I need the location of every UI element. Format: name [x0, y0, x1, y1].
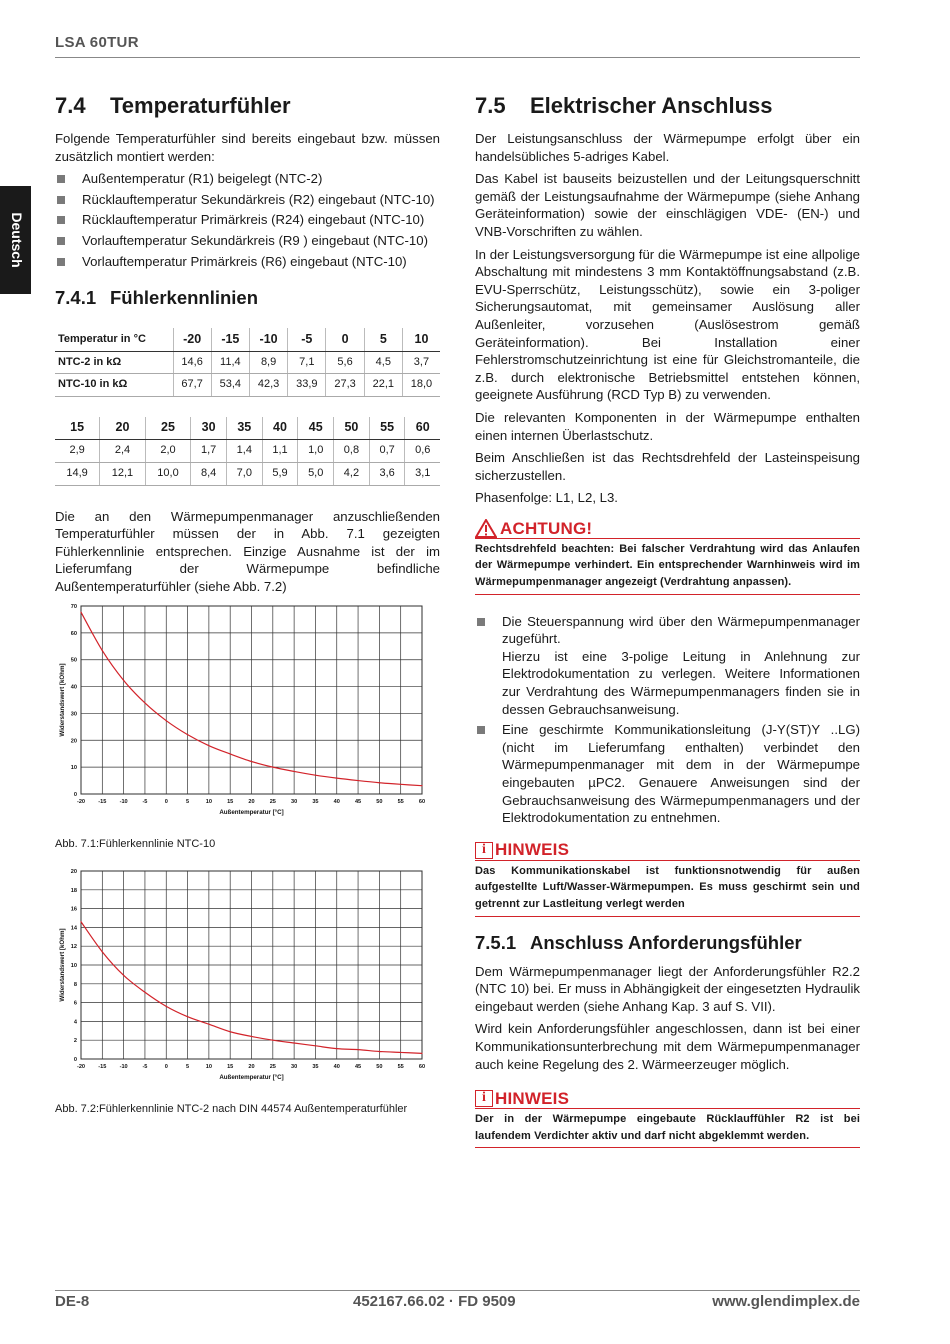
section-number: 7.4.1 — [55, 287, 97, 309]
data-point — [336, 1048, 337, 1049]
table-cell: 4,5 — [364, 351, 402, 374]
data-point — [400, 1052, 401, 1053]
y-tick-label: 70 — [70, 603, 77, 610]
table-cell: 10,0 — [145, 462, 191, 485]
hint-label: HINWEIS — [495, 840, 570, 860]
list-item: Vorlauftemperatur Primärkreis (R6) eingebaut (NTC-10) — [55, 253, 440, 271]
table-cell: 30 — [191, 417, 227, 440]
y-axis-label: Widerstandswert [kOhm] — [59, 662, 66, 737]
x-tick-label: 15 — [227, 798, 234, 805]
hint-title — [475, 1089, 860, 1109]
y-tick-label: 20 — [70, 869, 77, 876]
y-tick-label: 30 — [70, 710, 77, 717]
x-tick-label: 25 — [269, 798, 276, 805]
x-tick-label: 15 — [227, 1064, 234, 1071]
paragraph: Phasenfolge: L1, L2, L3. — [475, 490, 618, 506]
table-cell: 53,4 — [211, 374, 249, 397]
section-number: 7.4 — [55, 93, 86, 118]
warning-box — [475, 519, 860, 595]
section-title: Elektrischer Anschluss — [530, 93, 773, 118]
x-tick-label: -10 — [119, 1064, 128, 1071]
x-tick-label: 55 — [397, 798, 404, 805]
table-1-wrapper — [55, 328, 440, 397]
data-point — [230, 753, 231, 754]
list-item — [475, 613, 860, 719]
sensor-table-2 — [55, 417, 440, 486]
x-tick-label: 60 — [418, 798, 426, 805]
x-tick-label: -15 — [98, 1064, 107, 1071]
right-column — [475, 92, 860, 1160]
hint-text: Das Kommunikationskabel ist funktionsnotwendig für außen aufgestellte Luft/Wasser-Wärmepumpen. Es muss geschirmt sein und getrennt zur Lastleitung verlegt werden — [475, 861, 860, 917]
y-tick-label: 14 — [70, 925, 77, 932]
y-tick-label: 16 — [70, 906, 77, 913]
x-tick-label: -5 — [142, 798, 148, 805]
y-tick-label: 2 — [73, 1038, 77, 1045]
left-column — [55, 92, 440, 1131]
x-tick-label: 45 — [354, 798, 362, 805]
intro-paragraph: Folgende Temperaturfühler sind bereits eingebaut bzw. müssen zusätzlich montiert werden: — [55, 131, 440, 164]
list-item: Außentemperatur (R1) beigelegt (NTC-2) — [55, 170, 440, 188]
table-cell: 45 — [298, 417, 334, 440]
table-row — [55, 462, 440, 485]
table-cell: 35 — [226, 417, 262, 440]
section-title: Anschluss Anforderungsfühler — [530, 931, 802, 953]
table-cell: 14,6 — [173, 351, 211, 374]
figure-caption-7-2: Abb. 7.2:Fühlerkennlinie NTC-2 nach DIN 44574 Außentemperaturfühler — [55, 1103, 408, 1116]
data-point — [336, 777, 337, 778]
table-cell: 3,1 — [405, 462, 440, 485]
table-cell: 27,3 — [326, 374, 364, 397]
y-tick-label: 10 — [70, 963, 77, 970]
sensor-requirement-paragraph: Die an den Wärmepumpenmanager anzuschließenden Temperaturfühler müssen der in Abb. 7.1 gezeigten Fühlerkennlinie entsprechen. Einzige Ausnahme ist der im Lieferumfang der Wärmepumpe befindliche Außentemperaturfühler (siehe Abb. 7.2) — [55, 508, 440, 594]
x-tick-label: 20 — [248, 798, 255, 805]
paragraph: Dem Wärmepumpenmanager liegt der Anforderungsfühler R2.2 (NTC 10) bei. Er muss in Abhängigkeit der eingesetzten Hydraulik eingebaut werden (siehe Anhang Kap. 3 auf S. VII). — [475, 963, 860, 1014]
list-item — [475, 721, 860, 827]
x-tick-label: 10 — [205, 798, 212, 805]
table-row — [55, 440, 440, 463]
table-row — [55, 417, 440, 440]
x-tick-label: 0 — [164, 798, 168, 805]
language-tab — [0, 186, 31, 294]
page-footer — [55, 1290, 860, 1312]
x-tick-label: 45 — [354, 1064, 362, 1071]
table-cell: 14,9 — [55, 462, 100, 485]
table-cell: 2,0 — [145, 440, 191, 463]
x-tick-label: 40 — [333, 1064, 340, 1071]
table-cell: 0,6 — [405, 440, 440, 463]
x-tick-label: 50 — [376, 1064, 383, 1071]
table-cell: 7,1 — [288, 351, 326, 374]
x-tick-label: 30 — [291, 1064, 298, 1071]
x-tick-label: -20 — [76, 798, 86, 805]
section-7-5-1-heading — [475, 931, 860, 955]
table-cell: 3,6 — [369, 462, 405, 485]
hint-title — [475, 841, 860, 861]
hint-box-2 — [475, 1089, 860, 1148]
table-cell: 8,9 — [249, 351, 287, 374]
table-cell: 40 — [262, 417, 298, 440]
data-point — [315, 774, 316, 775]
x-tick-label: 40 — [333, 798, 340, 805]
paragraph: In der Leistungsversorgung für die Wärmepumpe ist eine allpolige Abschaltung mit mindestens 3 mm Kontaktöffnungsabstand (z.B. EVU-Sperrschütz, Leistungsschütz), sowie ein 3-poliger Sicherungsautomat, mit gemeinsamer Auslösung aller Außenleiter, vorzusehen (Auslösestrom gemäß Geräteinformation). Bei Installation einer Fehlerstromschutzeinrichtung ist eine für Gleichstromanteile, die z.B. durch elektronische Betriebsmittel entstehen können, geeignete Ausführung (RCD Typ B) zu verwenden. — [475, 246, 860, 403]
x-tick-label: 20 — [248, 1064, 255, 1071]
table-cell: -15 — [211, 328, 249, 351]
section-title: Temperaturfühler — [110, 93, 291, 118]
data-point — [294, 770, 295, 771]
table-cell: 50 — [334, 417, 370, 440]
table-cell: 3,7 — [402, 351, 440, 374]
list-item-extra: Hierzu ist eine 3-polige Leitung in Anlehnung zur Elektrodokumentation zu verlegen. Weitere Informationen zur Verdrahtung des Wärmepumpenmanagers finden sie in dessen Gebrauchsanweisung. — [502, 648, 860, 717]
data-point — [187, 1016, 188, 1017]
table-cell: -5 — [288, 328, 326, 351]
data-point — [80, 611, 81, 612]
chart-ntc-10 — [55, 600, 440, 828]
table-cell: 5 — [364, 328, 402, 351]
data-point — [208, 1024, 209, 1025]
y-tick-label: 20 — [70, 737, 77, 744]
table-cell: 20 — [100, 417, 146, 440]
warning-label: ACHTUNG! — [500, 518, 593, 538]
table-cell: 0 — [326, 328, 364, 351]
table-cell: 11,4 — [211, 351, 249, 374]
table-cell: NTC-10 in kΩ — [55, 374, 173, 397]
data-point — [144, 702, 145, 703]
y-tick-label: 10 — [70, 764, 77, 771]
data-point — [102, 649, 103, 650]
page-header — [55, 34, 860, 58]
table-cell: -10 — [249, 328, 287, 351]
paragraph: Wird kein Anforderungsfühler angeschlossen, dann ist bei einer Kommunikationsunterbrechung mit dem Wärmepumpenmanager auch keine Regelung des 2. Wärmeerzeuger möglich. — [475, 1021, 860, 1072]
list-item-main: Eine geschirmte Kommunikationsleitung (J-Y(ST)Y ..LG) (nicht im Lieferumfang enthalten) verbindet den Wärmepumpenmanager mit dem in der Wärmepumpe eingebauten µPC2. Genauere Anweisungen sind der Gebrauchsanweisung des Wärmepumpenmanagers und der Elektrodokumentation zu entnehmen. — [502, 722, 860, 826]
table-cell: 4,2 — [334, 462, 370, 485]
y-tick-label: 18 — [70, 887, 77, 894]
x-tick-label: 35 — [312, 1064, 319, 1071]
data-point — [208, 745, 209, 746]
x-tick-label: 5 — [186, 798, 190, 805]
table-cell: 7,0 — [226, 462, 262, 485]
data-point — [166, 1006, 167, 1007]
table-2-wrapper — [55, 417, 440, 486]
info-icon: i — [475, 1090, 493, 1107]
table-cell: NTC-2 in kΩ — [55, 351, 173, 374]
page-number: DE-8 — [55, 1293, 90, 1310]
x-axis-label: Außentemperatur [°C] — [219, 1074, 284, 1082]
sensor-list — [55, 170, 440, 270]
x-tick-label: 0 — [164, 1064, 168, 1071]
data-point — [166, 720, 167, 721]
x-tick-label: -5 — [142, 1064, 148, 1071]
section-7-4-1-heading — [55, 286, 440, 310]
table-cell: 67,7 — [173, 374, 211, 397]
table-cell: Temperatur in °C — [55, 328, 173, 351]
table-cell: 33,9 — [288, 374, 326, 397]
table-cell: 10 — [402, 328, 440, 351]
x-tick-label: -20 — [76, 1064, 86, 1071]
y-tick-label: 8 — [73, 981, 77, 988]
data-point — [272, 1040, 273, 1041]
y-axis-label: Widerstandswert [kOhm] — [59, 928, 66, 1002]
paragraph: Der Leistungsanschluss der Wärmepumpe erfolgt über ein handelsübliches 5-adriges Kabel. — [475, 131, 860, 164]
data-point — [357, 779, 358, 780]
data-point — [123, 975, 124, 976]
hint-label: HINWEIS — [495, 1088, 570, 1108]
hint-box-1 — [475, 841, 860, 917]
data-point — [421, 785, 422, 786]
x-tick-label: -10 — [119, 798, 128, 805]
section-7-4-heading — [55, 92, 440, 120]
x-tick-label: 5 — [186, 1064, 190, 1071]
table-row — [55, 328, 440, 351]
table-cell: 60 — [405, 417, 440, 440]
x-tick-label: -15 — [98, 798, 107, 805]
warning-title — [475, 519, 860, 539]
data-point — [144, 992, 145, 993]
table-cell: 22,1 — [364, 374, 402, 397]
table-cell: 8,4 — [191, 462, 227, 485]
data-point — [315, 1045, 316, 1046]
language-tab-label: Deutsch — [8, 212, 25, 268]
x-tick-label: 35 — [312, 798, 319, 805]
data-point — [379, 782, 380, 783]
list-item: Rücklauftemperatur Sekundärkreis (R2) eingebaut (NTC-10) — [55, 191, 440, 209]
table-cell: 25 — [145, 417, 191, 440]
section-7-5-heading — [475, 92, 860, 120]
data-point — [421, 1053, 422, 1054]
list-item: Rücklauftemperatur Primärkreis (R24) eingebaut (NTC-10) — [55, 211, 440, 229]
table-cell: 0,8 — [334, 440, 370, 463]
data-point — [102, 951, 103, 952]
y-tick-label: 0 — [73, 1057, 77, 1064]
document-number: 452167.66.02 · FD 9509 — [353, 1293, 516, 1310]
connection-list — [475, 613, 860, 827]
header-title: LSA 60TUR — [55, 34, 139, 51]
hint-text: Der in der Wärmepumpe eingebaute Rücklauffühler R2 ist bei laufendem Verdichter aktiv und darf nicht abgeklemmt werden. — [475, 1109, 860, 1148]
sensor-table-1 — [55, 328, 440, 397]
y-tick-label: 50 — [70, 657, 77, 664]
x-tick-label: 25 — [269, 1064, 276, 1071]
y-tick-label: 0 — [73, 791, 77, 798]
data-point — [400, 783, 401, 784]
data-point — [379, 1051, 380, 1052]
table-cell: 1,0 — [298, 440, 334, 463]
table-cell: 5,9 — [262, 462, 298, 485]
table-cell: 2,4 — [100, 440, 146, 463]
data-point — [357, 1049, 358, 1050]
table-cell: 1,1 — [262, 440, 298, 463]
y-tick-label: 12 — [70, 944, 77, 951]
section-title: Fühlerkennlinien — [110, 287, 259, 309]
data-point — [251, 1036, 252, 1037]
y-tick-label: 4 — [73, 1019, 77, 1026]
website-link[interactable]: www.glendimplex.de — [712, 1293, 860, 1310]
list-item-main: Die Steuerspannung wird über den Wärmepumpenmanager zugeführt. — [502, 613, 860, 647]
data-point — [80, 921, 81, 922]
table-cell: 1,4 — [226, 440, 262, 463]
data-point — [251, 760, 252, 761]
figure-caption-7-1: Abb. 7.1:Fühlerkennlinie NTC-10 — [55, 837, 216, 850]
table-cell: 15 — [55, 417, 100, 440]
x-tick-label: 30 — [291, 798, 298, 805]
section-number: 7.5 — [475, 93, 506, 118]
chart-ntc-2 — [55, 865, 440, 1093]
table-row — [55, 374, 440, 397]
warning-triangle-icon — [475, 519, 497, 538]
data-point — [272, 766, 273, 767]
y-tick-label: 40 — [70, 684, 77, 691]
table-cell: 12,1 — [100, 462, 146, 485]
section-number: 7.5.1 — [475, 931, 517, 953]
y-tick-label: 6 — [73, 1000, 77, 1007]
warning-text: Rechtsdrehfeld beachten: Bei falscher Verdrahtung wird das Anlaufen der Wärmepumpe verhindert. Ein entsprechender Warnhinweis wird im Wärmepumpenmanager angezeigt (Verdrahtung anpassen). — [475, 539, 860, 595]
info-icon: i — [475, 842, 493, 859]
data-point — [294, 1043, 295, 1044]
table-cell: 42,3 — [249, 374, 287, 397]
paragraph: Das Kabel ist bauseits beizustellen und der Leitungsquerschnitt gemäß der Leistungsaufnahme der Wärmepumpe (siehe Anhang Geräteinformation) sowie der einschlägigen VDE- (EN-) und VNB-Vorschriften zu wählen. — [475, 171, 860, 239]
table-cell: 1,7 — [191, 440, 227, 463]
data-point — [187, 734, 188, 735]
paragraph: Beim Anschließen ist das Rechtsdrehfeld der Lasteinspeisung sicherzustellen. — [475, 450, 860, 483]
paragraph: Die relevanten Komponenten in der Wärmepumpe enthalten einen internen Überlastschutz. — [475, 409, 860, 443]
x-tick-label: 60 — [418, 1064, 426, 1071]
table-cell: 5,6 — [326, 351, 364, 374]
table-cell: 5,0 — [298, 462, 334, 485]
table-cell: 18,0 — [402, 374, 440, 397]
table-cell: -20 — [173, 328, 211, 351]
y-tick-label: 60 — [70, 630, 77, 637]
x-tick-label: 50 — [376, 798, 383, 805]
table-row — [55, 351, 440, 374]
list-item: Vorlauftemperatur Sekundärkreis (R9 ) eingebaut (NTC-10) — [55, 232, 440, 250]
data-point — [230, 1031, 231, 1032]
x-tick-label: 55 — [397, 1064, 404, 1071]
data-point — [123, 679, 124, 680]
x-axis-label: Außentemperatur [°C] — [219, 808, 284, 816]
table-cell: 2,9 — [55, 440, 100, 463]
table-cell: 0,7 — [369, 440, 405, 463]
x-tick-label: 10 — [205, 1064, 212, 1071]
table-cell: 55 — [369, 417, 405, 440]
